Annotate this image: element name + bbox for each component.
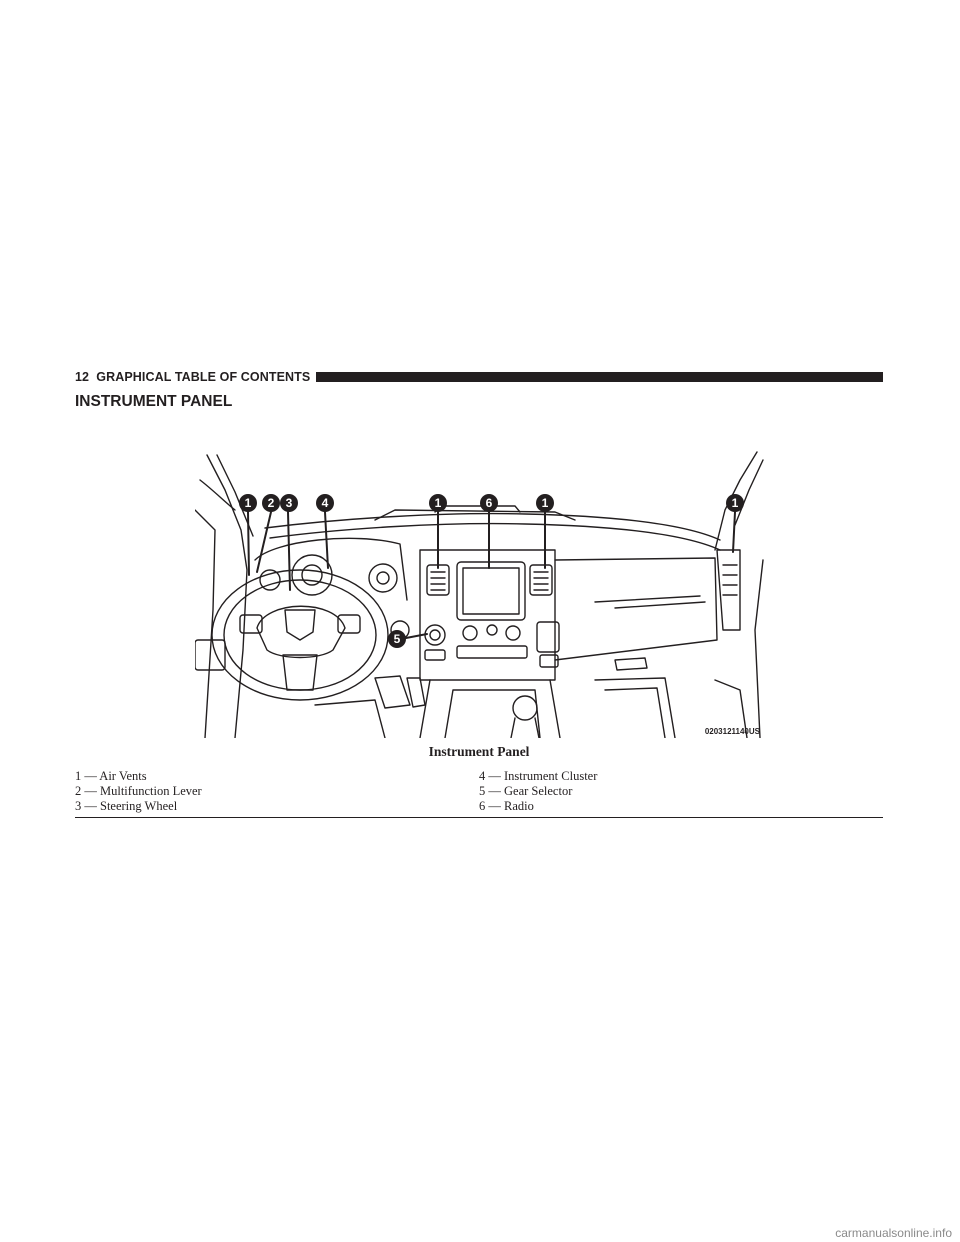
- callout-5: 5: [393, 632, 401, 646]
- legend-item: 5 — Gear Selector: [479, 784, 573, 798]
- legend-item: 6 — Radio: [479, 799, 534, 813]
- page-header: [75, 369, 883, 385]
- instrument-panel-figure: [195, 450, 765, 738]
- header-text: [75, 370, 310, 384]
- legend-column-right: [479, 769, 883, 814]
- legend-item: 3 — Steering Wheel: [75, 799, 178, 813]
- image-code: 0203121140US: [704, 727, 760, 736]
- header-rule: [316, 372, 883, 382]
- callout-6: 6: [485, 496, 493, 510]
- callout-1-center-left: 1: [434, 496, 442, 510]
- callout-4: 4: [321, 496, 329, 510]
- legend-item: 1 — Air Vents: [75, 769, 147, 783]
- legend-item: 2 — Multifunction Lever: [75, 784, 202, 798]
- callout-leaders: [248, 512, 735, 638]
- watermark: carmanualsonline.info: [835, 1226, 952, 1240]
- figure-caption: Instrument Panel: [428, 744, 530, 759]
- callout-1-right: 1: [731, 496, 739, 510]
- callout-1-left: 1: [244, 496, 252, 510]
- line-art: [195, 452, 763, 738]
- callout-3: 3: [285, 496, 293, 510]
- legend: [75, 769, 883, 818]
- section-name: GRAPHICAL TABLE OF CONTENTS: [96, 370, 311, 384]
- legend-item: 4 — Instrument Cluster: [479, 769, 598, 783]
- page-number: 12: [75, 370, 90, 384]
- callout-1-center-right: 1: [541, 496, 549, 510]
- legend-column-left: [75, 769, 479, 814]
- page-title: INSTRUMENT PANEL: [75, 393, 233, 410]
- callout-2: 2: [267, 496, 275, 510]
